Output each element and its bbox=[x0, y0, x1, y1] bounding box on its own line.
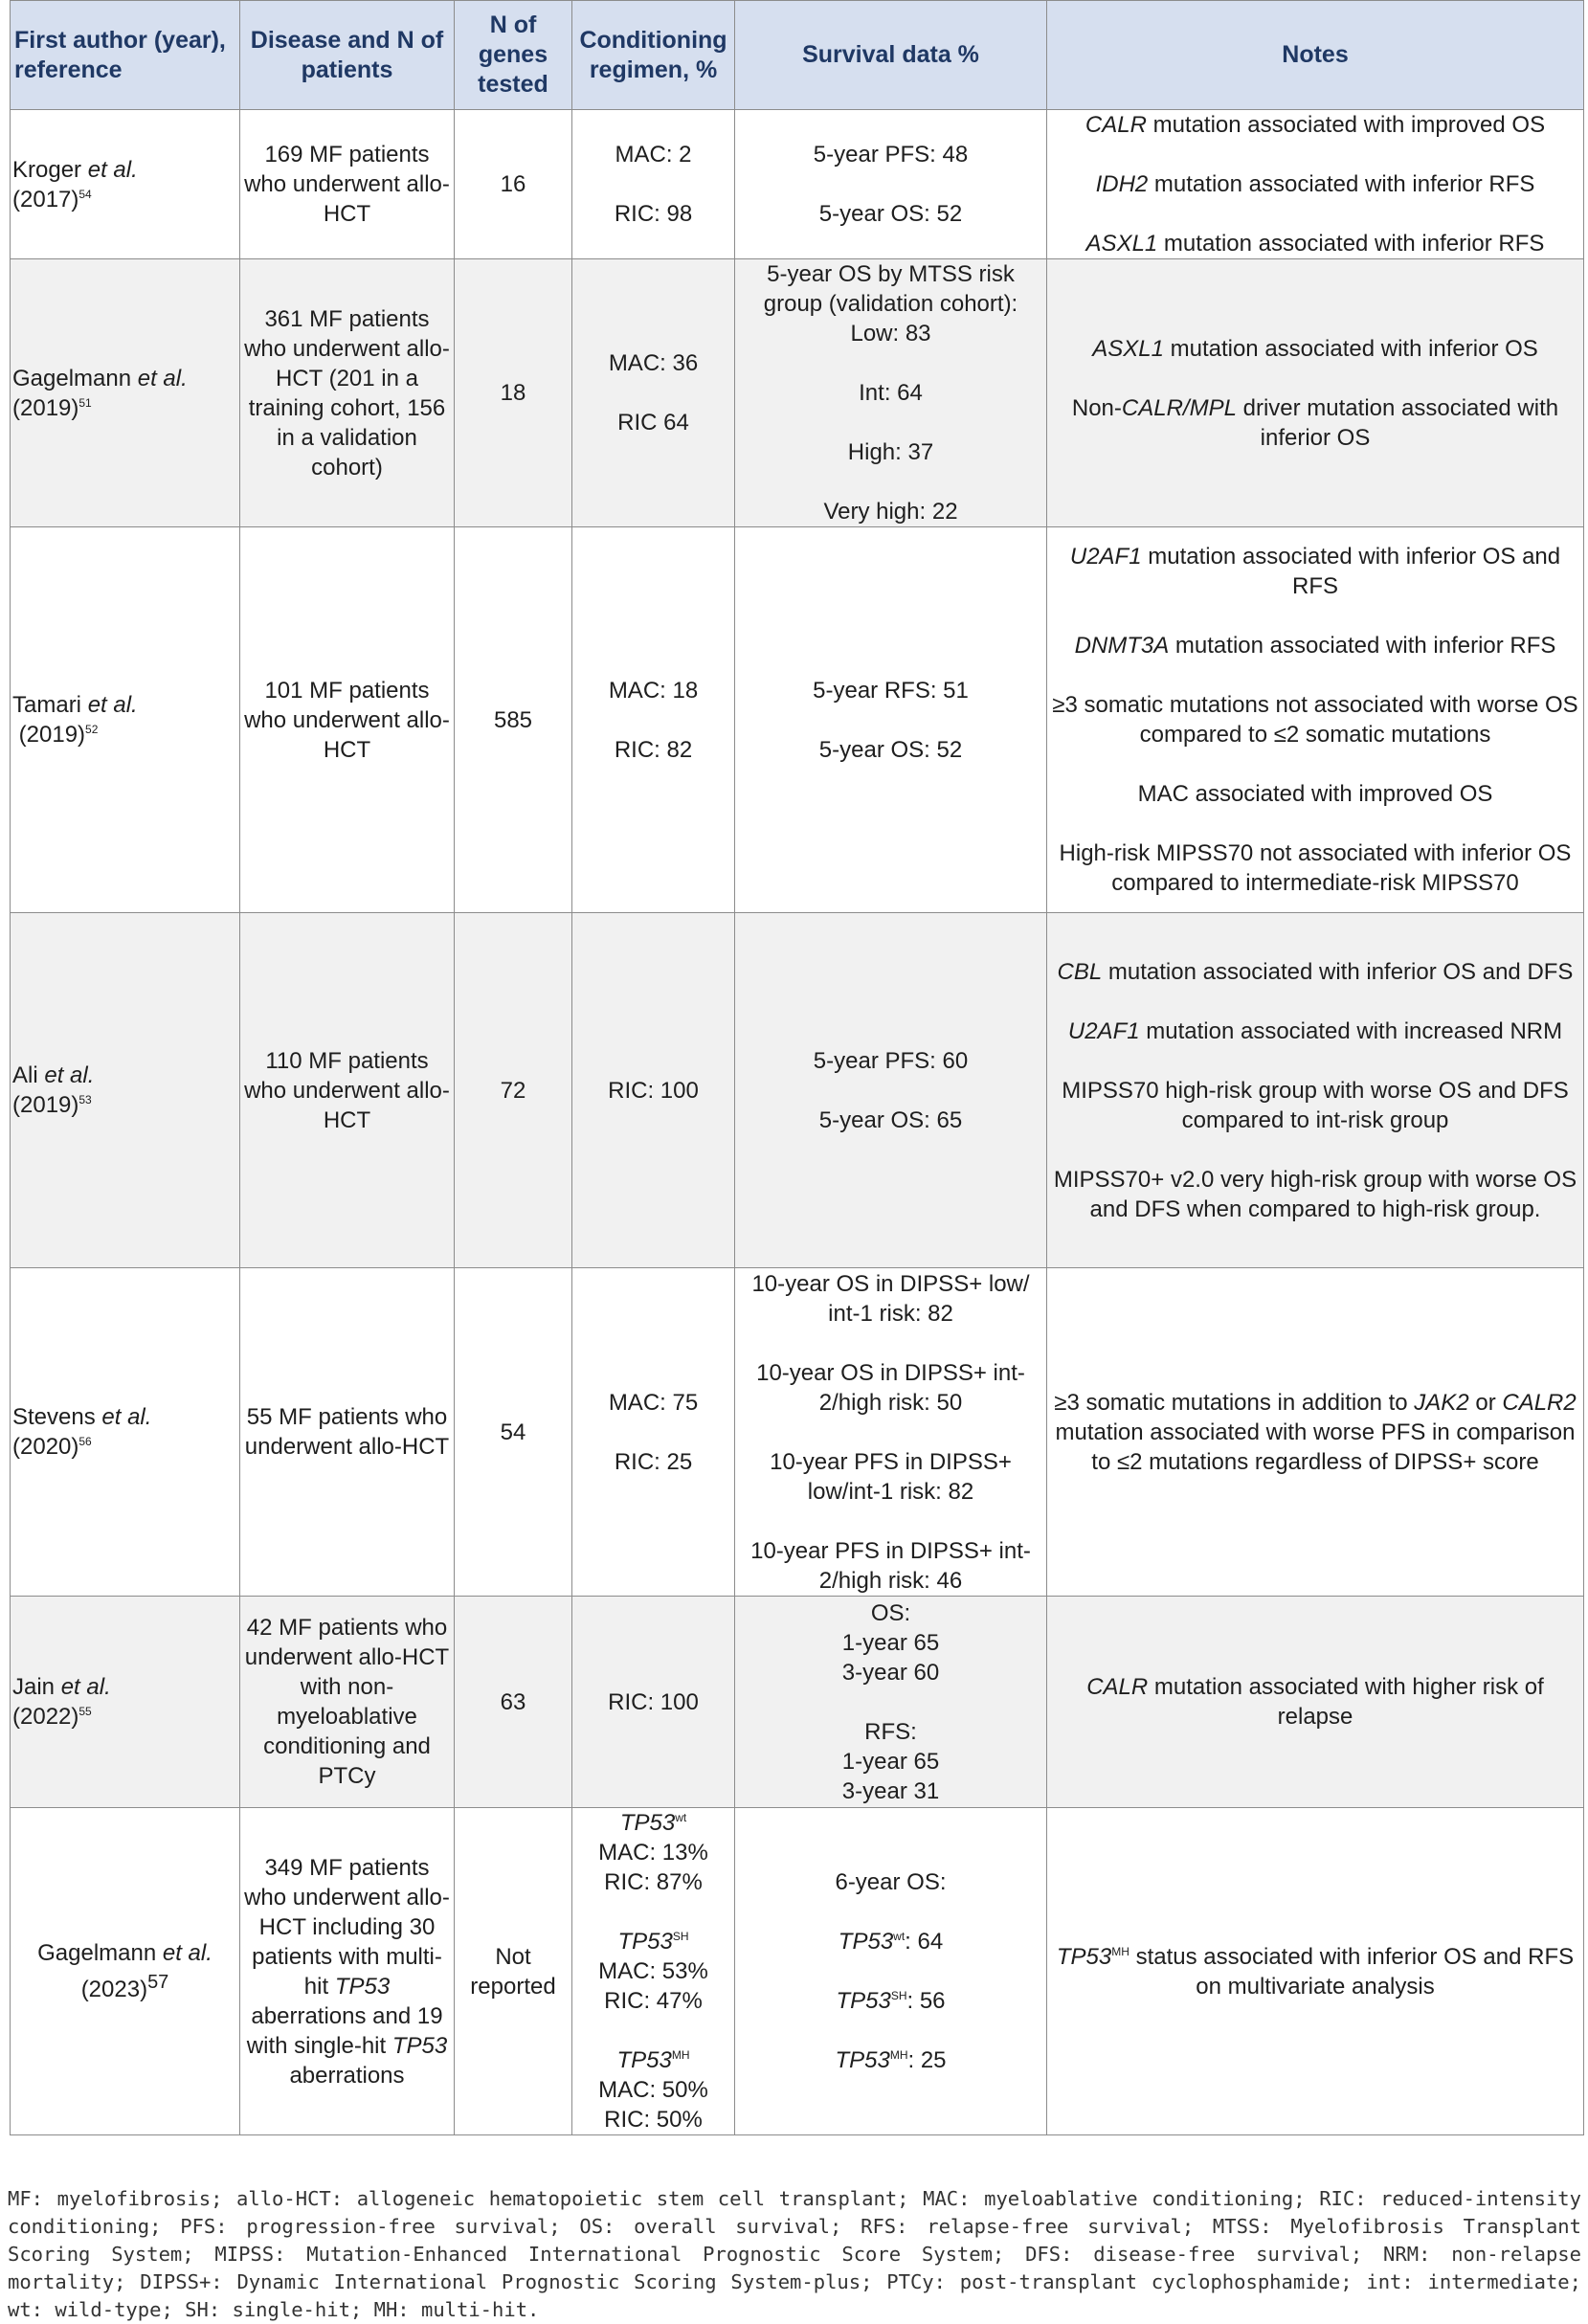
survival-cell: OS: 1-year 65 3-year 60 RFS: 1-year 65 3-year 31 bbox=[735, 1597, 1047, 1808]
disease-cell: 349 MF patients who underwent allo-HCT including 30 patients with multi-hit TP53 aberrations and 19 with single-hit TP53 aberrations bbox=[240, 1808, 455, 2135]
notes-cell: CALR mutation associated with higher risk of relapse bbox=[1047, 1597, 1584, 1808]
header-notes: Notes bbox=[1047, 1, 1584, 110]
table-row bbox=[11, 527, 1584, 913]
table-row bbox=[11, 110, 1584, 259]
author-cell: Jain et al. $(2022)^{55}$ bbox=[11, 1597, 240, 1808]
table-row bbox=[11, 259, 1584, 527]
header-row bbox=[11, 1, 1584, 110]
author-cell: Gagelmann et al. $(2023)^{57}$ bbox=[11, 1808, 240, 2135]
table-footnote: MF: myelofibrosis; allo-HCT: allogeneic hematopoietic stem cell transplant; MAC: myeloablative conditioning; RIC: reduced-intensity conditioning; PFS: progression-free survival; OS: overall survival; RFS: relapse-free survival; MTSS: Myelofibrosis Transplant Scoring System; MIPSS: Mutation-Enhanced International Prognostic Score System; DFS: disease-free survival; NRM: non-relapse mortality; DIPSS+: Dynamic International Prognostic Scoring System-plus; PTCy: post-transplant cyclophosphamide; int: intermediate; wt: wild-type; SH: single-hit; MH: multi-hit. bbox=[8, 2187, 1581, 2321]
study-table-container bbox=[10, 0, 1583, 2135]
table-row bbox=[11, 1597, 1584, 1808]
table-row bbox=[11, 913, 1584, 1268]
survival-cell: 10-year OS in DIPSS+ low/ int-1 risk: 82 10-year OS in DIPSS+ int-2/high risk: 50 10-year PFS in DIPSS+ low/int-1 risk: 82 10-year PFS in DIPSS+ int-2/high risk: 46 bbox=[735, 1268, 1047, 1597]
table-row bbox=[11, 1268, 1584, 1597]
survival-cell: 6-year OS: $TP53^{wt}$: 64 $TP53^{SH}$: 56 $TP53^{MH}$: 25 bbox=[735, 1808, 1047, 2135]
survival-cell: 5-year OS by MTSS risk group (validation cohort): Low: 83 Int: 64 High: 37 Very high: 22 bbox=[735, 259, 1047, 527]
survival-cell: 5-year PFS: 48 5-year OS: 52 bbox=[735, 110, 1047, 259]
conditioning-cell: MAC: 18 RIC: 82 bbox=[572, 527, 735, 913]
disease-cell: 55 MF patients who underwent allo-HCT bbox=[240, 1268, 455, 1597]
genes-cell: 54 bbox=[455, 1268, 572, 1597]
header-survival: Survival data % bbox=[735, 1, 1047, 110]
disease-cell: 110 MF patients who underwent allo-HCT bbox=[240, 913, 455, 1268]
conditioning-cell: MAC: 75 RIC: 25 bbox=[572, 1268, 735, 1597]
disease-cell: 42 MF patients who underwent allo-HCT with non-myeloablative conditioning and PTCy bbox=[240, 1597, 455, 1808]
survival-cell: 5-year PFS: 60 5-year OS: 65 bbox=[735, 913, 1047, 1268]
conditioning-cell: $TP53^{wt}$ MAC: 13% RIC: 87% $TP53^{SH}$ MAC: 53% RIC: 47% $TP53^{MH}$ MAC: 50% RIC: 50% bbox=[572, 1808, 735, 2135]
genes-cell: 18 bbox=[455, 259, 572, 527]
study-table bbox=[10, 0, 1584, 2135]
disease-cell: 169 MF patients who underwent allo-HCT bbox=[240, 110, 455, 259]
genes-cell: Not reported bbox=[455, 1808, 572, 2135]
header-genes: N of genes tested bbox=[455, 1, 572, 110]
author-cell: Kroger et al. $(2017)^{54}$ bbox=[11, 110, 240, 259]
notes-cell: ≥3 somatic mutations in addition to JAK2 or CALR2 mutation associated with worse PFS in comparison to ≤2 mutations regardless of DIPSS+ score bbox=[1047, 1268, 1584, 1597]
survival-cell: 5-year RFS: 51 5-year OS: 52 bbox=[735, 527, 1047, 913]
header-author: First author (year), reference bbox=[11, 1, 240, 110]
disease-cell: 101 MF patients who underwent allo-HCT bbox=[240, 527, 455, 913]
disease-cell: 361 MF patients who underwent allo-HCT (201 in a training cohort, 156 in a validation cohort) bbox=[240, 259, 455, 527]
author-cell: Ali et al. $(2019)^{53}$ bbox=[11, 913, 240, 1268]
notes-cell: ASXL1 mutation associated with inferior OS Non-CALR/MPL driver mutation associated with inferior OS bbox=[1047, 259, 1584, 527]
conditioning-cell: RIC: 100 bbox=[572, 913, 735, 1268]
conditioning-cell: MAC: 2 RIC: 98 bbox=[572, 110, 735, 259]
genes-cell: 585 bbox=[455, 527, 572, 913]
author-cell: Stevens et al. $(2020)^{56}$ bbox=[11, 1268, 240, 1597]
genes-cell: 16 bbox=[455, 110, 572, 259]
notes-cell: CALR mutation associated with improved OS IDH2 mutation associated with inferior RFS ASXL1 mutation associated with inferior RFS bbox=[1047, 110, 1584, 259]
header-disease: Disease and N of patients bbox=[240, 1, 455, 110]
notes-cell: U2AF1 mutation associated with inferior OS and RFS DNMT3A mutation associated with inferior RFS ≥3 somatic mutations not associated with worse OS compared to ≤2 somatic mutations MAC associated with improved OS High-risk MIPSS70 not associated with inferior OS compared to intermediate-risk MIPSS70 bbox=[1047, 527, 1584, 913]
header-conditioning: Conditioning regimen, % bbox=[572, 1, 735, 110]
author-cell: Gagelmann et al. $(2019)^{51}$ bbox=[11, 259, 240, 527]
notes-cell: $TP53^{MH}$ status associated with inferior OS and RFS on multivariate analysis bbox=[1047, 1808, 1584, 2135]
author-cell: Tamari et al. $(2019)^{52}$ bbox=[11, 527, 240, 913]
table-row bbox=[11, 1808, 1584, 2135]
genes-cell: 63 bbox=[455, 1597, 572, 1808]
notes-cell: CBL mutation associated with inferior OS and DFS U2AF1 mutation associated with increased NRM MIPSS70 high-risk group with worse OS and DFS compared to int-risk group MIPSS70+ v2.0 very high-risk group with worse OS and DFS when compared to high-risk group. bbox=[1047, 913, 1584, 1268]
genes-cell: 72 bbox=[455, 913, 572, 1268]
conditioning-cell: MAC: 36 RIC 64 bbox=[572, 259, 735, 527]
conditioning-cell: RIC: 100 bbox=[572, 1597, 735, 1808]
